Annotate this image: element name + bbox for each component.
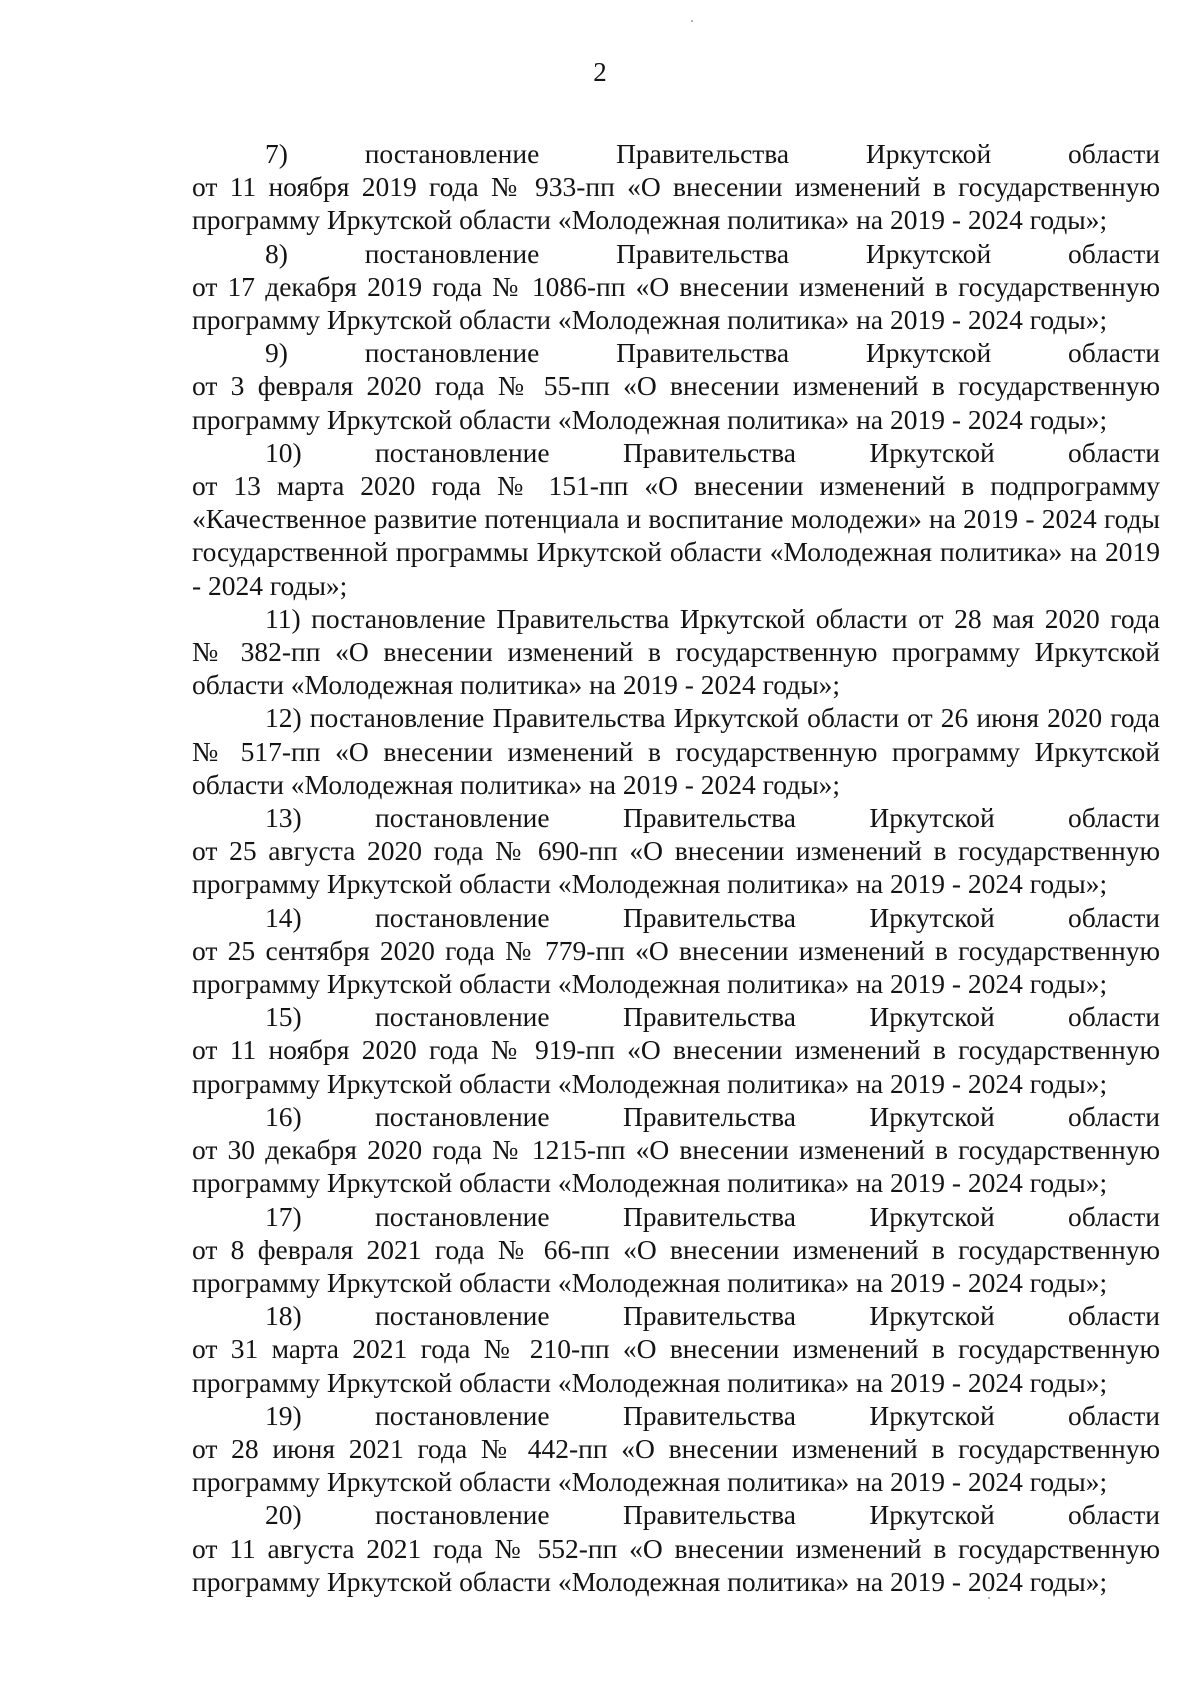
list-item-word: постановление: [375, 436, 550, 468]
list-item: [192, 1399, 1160, 1499]
list-item-word: области: [1068, 1001, 1160, 1033]
list-item-text: от 30 декабря 2020 года № 1215-пп «О внесении изменений в государственную программу Иркутской области «Молодежная политика» на 2019 - 2024 годы»;: [192, 1134, 1160, 1199]
list-item-word: постановление: [375, 802, 550, 834]
list-item-word: Правительства: [616, 237, 790, 269]
list-item-word: Иркутской: [869, 1200, 995, 1232]
list-item-first-line: [192, 336, 1160, 369]
list-item: [192, 901, 1160, 1001]
list-item: [192, 237, 1160, 337]
list-item: [192, 137, 1160, 237]
list-item-first-line: [192, 1200, 1160, 1233]
list-item-text: от 11 августа 2021 года № 552-пп «О внесении изменений в государственную программу Иркутской области «Молодежная политика» на 2019 - 2024 годы»;: [192, 1532, 1160, 1597]
list-item-first-line: [192, 1498, 1160, 1531]
list-item-number: 9): [265, 337, 288, 369]
list-item-word: Правительства: [622, 1200, 796, 1232]
list-item-word: Правительства: [622, 1001, 796, 1033]
list-item: [192, 1000, 1160, 1100]
list-item-word: области: [1068, 337, 1160, 369]
list-item-word: Правительства: [622, 802, 796, 834]
list-item-word: области: [1068, 1499, 1160, 1531]
list-item-word: Иркутской: [869, 436, 995, 468]
list-item-number: 7): [265, 138, 288, 169]
list-item-word: Правительства: [622, 1100, 796, 1132]
list-item-first-line: [192, 1399, 1160, 1432]
list-item-first-line: [192, 237, 1160, 270]
list-item: [192, 336, 1160, 436]
list-item-word: постановление: [375, 901, 550, 933]
list-item-word: Иркутской: [869, 1300, 995, 1332]
list-item-first-line: [192, 1100, 1160, 1133]
list-item-word: Иркутской: [865, 138, 992, 169]
list-item-word: области: [1068, 802, 1160, 834]
list-item-word: Иркутской: [865, 237, 992, 269]
list-item-word: Иркутской: [869, 1001, 995, 1033]
list-item-word: постановление: [364, 237, 540, 269]
list-item-word: Правительства: [622, 901, 796, 933]
list-item-text: от 25 августа 2020 года № 690-пп «О внесении изменений в государственную программу Иркутской области «Молодежная политика» на 2019 - 2024 годы»;: [192, 835, 1160, 900]
scan-speck: [691, 20, 693, 22]
list-item: [192, 801, 1160, 901]
list-item-word: постановление: [375, 1200, 550, 1232]
list-item-word: области: [1068, 1300, 1160, 1332]
list-item-number: 13): [265, 802, 302, 834]
list-item-word: Иркутской: [869, 901, 995, 933]
list-item-word: области: [1068, 1100, 1160, 1132]
list-item-text: от 3 февраля 2020 года № 55-пп «О внесении изменений в государственную программу Иркутской области «Молодежная политика» на 2019 - 2024 годы»;: [192, 370, 1160, 435]
list-item-word: области: [1068, 436, 1160, 468]
list-item: [192, 1299, 1160, 1399]
list-item-text: от 11 ноября 2020 года № 919-пп «О внесении изменений в государственную программу Иркутской области «Молодежная политика» на 2019 - 2024 годы»;: [192, 1034, 1160, 1099]
list-item-text: от 13 марта 2020 года № 151-пп «О внесении изменений в подпрограмму «Качественное развитие потенциала и воспитание молодежи» на 2019 - 2024 годы государственной программы Иркутской области «Молодежная политика» на 2019 - 2024 годы»;: [192, 470, 1160, 601]
list-item-word: постановление: [375, 1399, 550, 1431]
list-item-text: от 11 ноября 2019 года № 933-пп «О внесении изменений в государственную программу Иркутской области «Молодежная политика» на 2019 - 2024 годы»;: [192, 171, 1160, 236]
list-item: [192, 436, 1160, 602]
page-number: 2: [593, 57, 607, 87]
list-item-text: от 17 декабря 2019 года № 1086-пп «О внесении изменений в государственную программу Иркутской области «Молодежная политика» на 2019 - 2024 годы»;: [192, 270, 1160, 336]
document-body: [192, 137, 1160, 1598]
list-item-first-line: [192, 901, 1160, 934]
list-item-word: Правительства: [616, 337, 790, 369]
list-item-number: 10): [265, 436, 302, 468]
list-item-number: 14): [265, 901, 302, 933]
list-item-text: от 31 марта 2021 года № 210-пп «О внесении изменений в государственную программу Иркутской области «Молодежная политика» на 2019 - 2024 годы»;: [192, 1333, 1160, 1398]
list-item-word: постановление: [364, 138, 540, 169]
list-item-number: 18): [265, 1300, 302, 1332]
list-item-word: постановление: [364, 337, 540, 369]
list-item-word: Иркутской: [869, 1399, 995, 1431]
list-item-word: области: [1068, 138, 1160, 169]
list-item-word: Правительства: [622, 1499, 796, 1531]
list-item-word: Иркутской: [865, 337, 992, 369]
list-item-text: от 8 февраля 2021 года № 66-пп «О внесении изменений в государственную программу Иркутской области «Молодежная политика» на 2019 - 2024 годы»;: [192, 1233, 1160, 1298]
list-item-word: постановление: [375, 1001, 550, 1033]
list-item-number: 17): [265, 1200, 302, 1232]
list-item-word: области: [1068, 237, 1160, 269]
list-item-word: Иркутской: [869, 1100, 995, 1132]
list-item-word: Иркутской: [869, 802, 995, 834]
list-item-word: Правительства: [622, 1300, 796, 1332]
list-item: [192, 1100, 1160, 1200]
list-item-word: Правительства: [622, 436, 796, 468]
list-item-word: области: [1068, 1399, 1160, 1431]
list-item-word: постановление: [375, 1499, 550, 1531]
list-item-word: постановление: [375, 1300, 550, 1332]
list-item-first-line: [192, 137, 1160, 170]
list-item-text: от 25 сентября 2020 года № 779-пп «О внесении изменений в государственную программу Иркутской области «Молодежная политика» на 2019 - 2024 годы»;: [192, 934, 1160, 1000]
list-item-first-line: [192, 436, 1160, 469]
list-item-word: Правительства: [622, 1399, 796, 1431]
list-item-number: 20): [265, 1499, 302, 1531]
list-item-number: 8): [265, 237, 288, 269]
list-item-number: 19): [265, 1399, 302, 1431]
list-item-word: Иркутской: [869, 1499, 995, 1531]
list-item-number: 16): [265, 1100, 302, 1132]
list-item-first-line: [192, 1000, 1160, 1033]
list-item-word: области: [1068, 1200, 1160, 1232]
list-item-word: Правительства: [616, 138, 790, 169]
list-item-number: 15): [265, 1001, 302, 1033]
list-item-first-line: [192, 1299, 1160, 1332]
list-item: [192, 1498, 1160, 1598]
list-item-first-line: [192, 801, 1160, 834]
list-item-word: области: [1068, 901, 1160, 933]
list-item: [192, 1200, 1160, 1300]
list-item-text: от 28 июня 2021 года № 442-пп «О внесении изменений в государственную программу Иркутской области «Молодежная политика» на 2019 - 2024 годы»;: [192, 1432, 1160, 1498]
list-item-word: постановление: [375, 1100, 550, 1132]
list-item: 12) постановление Правительства Иркутской области от 26 июня 2020 года № 517-пп «О внесении изменений в государственную программу Иркутской области «Молодежная политика» на 2019 - 2024 годы»;: [192, 702, 1160, 800]
list-item: 11) постановление Правительства Иркутской области от 28 мая 2020 года № 382-пп «О внесении изменений в государственную программу Иркутской области «Молодежная политика» на 2019 - 2024 годы»;: [192, 602, 1160, 701]
